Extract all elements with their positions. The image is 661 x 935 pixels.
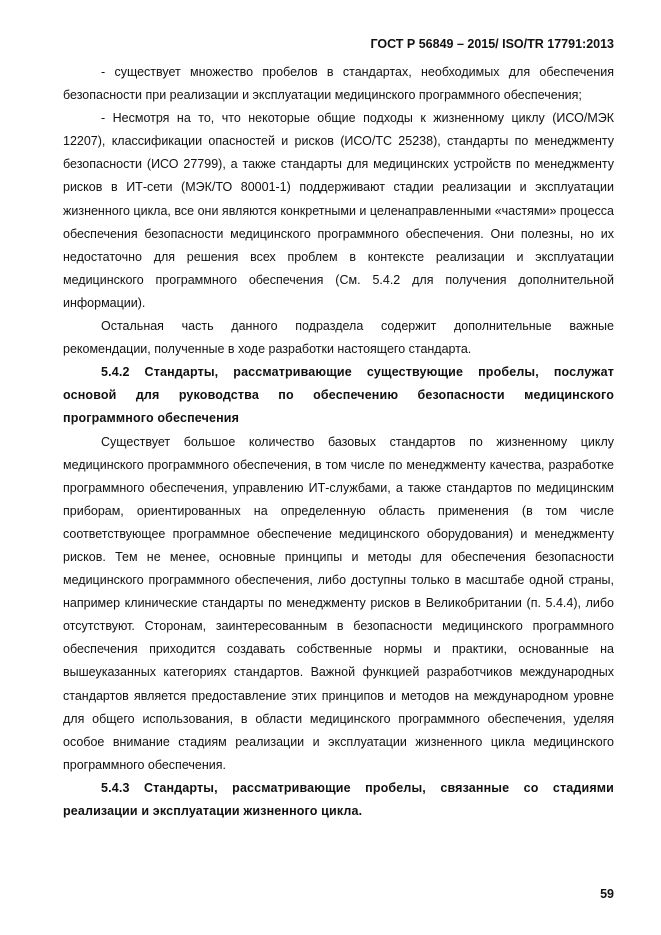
document-body <box>63 61 614 823</box>
section-heading-5-4-2: 5.4.2 Стандарты, рассматривающие существующие пробелы, послужат основой для руководства по обеспечению безопасности медицинского программного обеспечения <box>63 365 614 426</box>
page-number: 59 <box>600 887 614 901</box>
body-paragraph-recommendations: Остальная часть данного подраздела содержит дополнительные важные рекомендации, полученные в ходе разработки настоящего стандарта. <box>63 319 614 357</box>
body-paragraph-base-standards: Существует большое количество базовых стандартов по жизненному циклу медицинского программного обеспечения, в том числе по менеджменту качества, разработке программного обеспечения, управлению ИТ-службами, а также стандартов по медицинским приборам, ориентированных на определенную область применения (в том числе соответствующее программное обеспечение медицинского оборудования) и менеджменту рисков. Тем не менее, основные принципы и методы для обеспечения безопасности медицинского программного обеспечения, либо доступны только в масштабе одной страны, например клинические стандарты по менеджменту рисков в Великобритании (п. 5.4.4), либо отсутствуют. Сторонам, заинтересованным в безопасности медицинского программного обеспечения приходится создавать собственные нормы и практики, основанные на вышеуказанных категориях стандартов. Важной функцией разработчиков международных стандартов является предоставление этих принципов и методов на международном уровне для общего использования, в области медицинского программного обеспечения, уделяя особое внимание стадиям реализации и эксплуатации жизненного цикла медицинского программного обеспечения. <box>63 434 614 772</box>
section-heading-5-4-3: 5.4.3 Стандарты, рассматривающие пробелы, связанные со стадиями реализации и эксплуатации жизненного цикла. <box>63 780 614 818</box>
document-header-code: ГОСТ Р 56849 – 2015/ ISO/TR 17791:2013 <box>370 37 614 51</box>
bullet-paragraph-gaps: - существует множество пробелов в стандартах, необходимых для обеспечения безопасности при реализации и эксплуатации медицинского программного обеспечения; <box>63 65 614 103</box>
bullet-paragraph-standards: - Несмотря на то, что некоторые общие подходы к жизненному циклу (ИСО/МЭК 12207), классификации опасностей и рисков (ИСО/ТС 25238), стандарты по менеджменту безопасности (ИСО 27799), а также стандарты для медицинских устройств по менеджменту рисков в ИТ-сети (МЭК/ТО 80001-1) поддерживают стадии реализации и эксплуатации жизненного цикла, все они являются конкретными и целенаправленными «частями» процесса обеспечения безопасности медицинского программного обеспечения. Они полезны, но их недостаточно для решения всех проблем в контексте реализации и эксплуатации медицинского программного обеспечения (См. 5.4.2 для получения дополнительной информации). <box>63 111 614 310</box>
